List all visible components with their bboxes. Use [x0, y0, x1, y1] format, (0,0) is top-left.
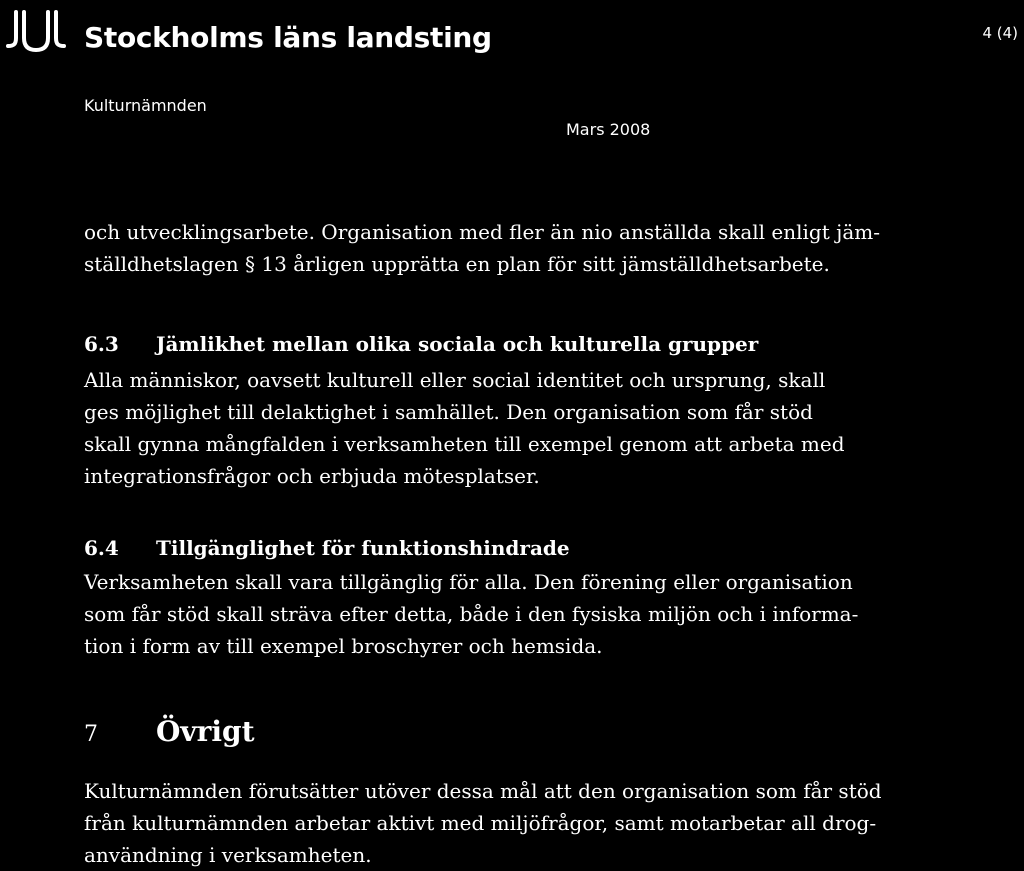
- text-line: ställdhetslagen § 13 årligen upprätta en plan för sitt jämställdhetsarbete.: [84, 252, 830, 276]
- intro-paragraph: [84, 216, 884, 280]
- text-line: från kulturnämnden arbetar aktivt med miljöfrågor, samt motarbetar all drog-: [84, 811, 877, 835]
- department-name: Kulturnämnden: [84, 96, 207, 115]
- page-number: 4 (4): [982, 24, 1018, 42]
- section-heading-6-4: [84, 532, 884, 564]
- section-paragraph-6-3: [84, 364, 884, 492]
- text-line: Kulturnämnden förutsätter utöver dessa mål att den organisation som får stöd: [84, 779, 882, 803]
- section-number: 6.3: [84, 332, 119, 356]
- text-line: och utvecklingsarbete. Organisation med fler än nio anställda skall enligt jäm-: [84, 220, 880, 244]
- document-date: Mars 2008: [566, 120, 651, 139]
- text-line: Alla människor, oavsett kulturell eller social identitet och ursprung, skall: [84, 368, 826, 392]
- section-number: 6.4: [84, 536, 119, 560]
- section-heading-6-3: [84, 328, 884, 360]
- text-line: ges möjlighet till delaktighet i samhället. Den organisation som får stöd: [84, 400, 813, 424]
- section-paragraph-6-4: [84, 566, 884, 662]
- text-line: som får stöd skall sträva efter detta, både i den fysiska miljön och i informa-: [84, 602, 859, 626]
- organization-name: Stockholms läns landsting: [84, 21, 492, 54]
- section-heading-7: [84, 714, 884, 753]
- section-title: Tillgänglighet för funktionshindrade: [156, 536, 570, 560]
- text-line: tion i form av till exempel broschyrer och hemsida.: [84, 634, 603, 658]
- text-line: användning i verksamheten.: [84, 843, 372, 867]
- section-number: 7: [84, 722, 98, 747]
- section-paragraph-7: [84, 775, 884, 871]
- text-line: skall gynna mångfalden i verksamheten till exempel genom att arbeta med: [84, 432, 845, 456]
- sll-logo-icon: [4, 8, 68, 58]
- section-title: Jämlikhet mellan olika sociala och kulturella grupper: [156, 332, 759, 356]
- text-line: Verksamheten skall vara tillgänglig för alla. Den förening eller organisation: [84, 570, 853, 594]
- section-title: Övrigt: [156, 715, 255, 748]
- text-line: integrationsfrågor och erbjuda mötesplatser.: [84, 464, 540, 488]
- document-body: [84, 216, 884, 871]
